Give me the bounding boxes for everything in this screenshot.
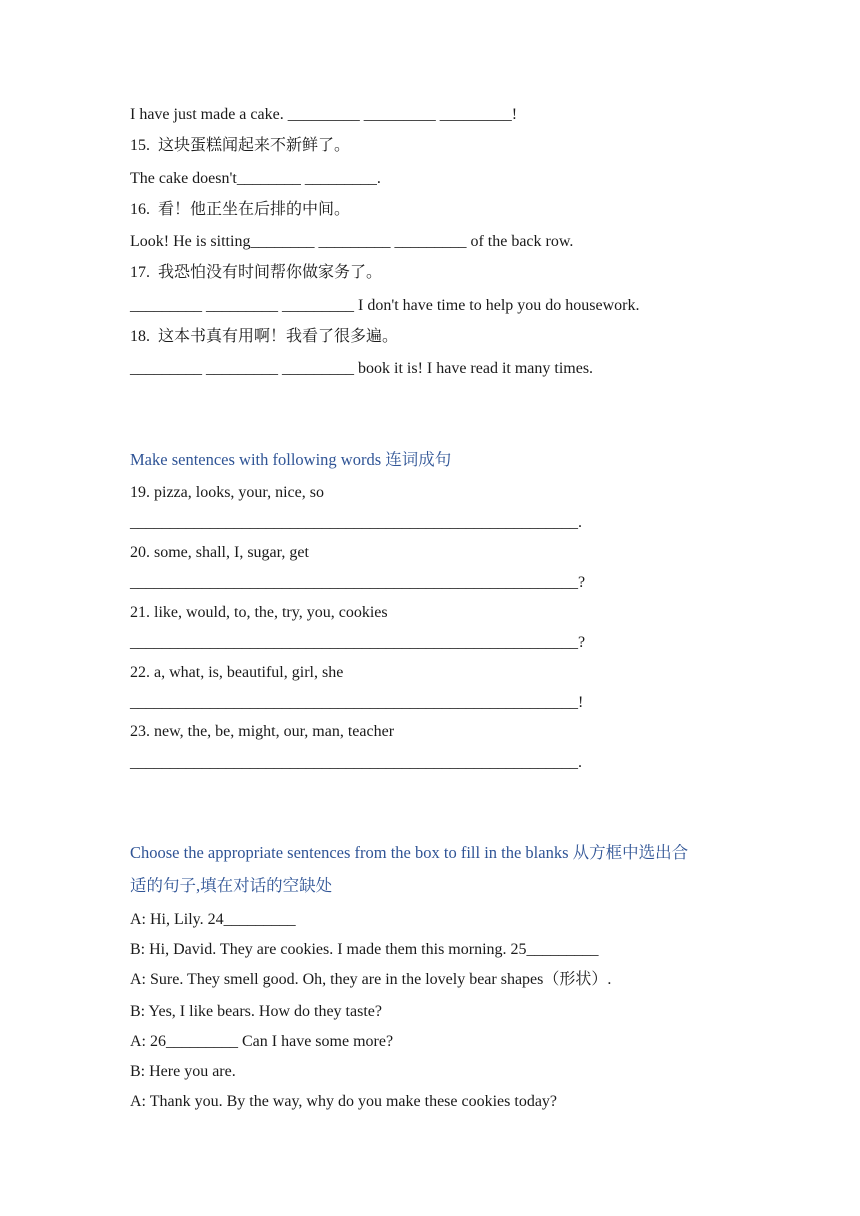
translation-17-prompt: [130, 263, 382, 283]
chinese-prompt: 这块蛋糕闻起来不新鲜了。: [158, 137, 351, 154]
chinese-prompt: 看！他正坐在后排的中间。: [158, 201, 351, 218]
chinese-prompt: 这本书真有用啊！我看了很多遍。: [158, 328, 399, 345]
sentence-19-words: 19. pizza, looks, your, nice, so: [130, 484, 324, 501]
translation-15-answer-line: The cake doesn't________ _________.: [130, 170, 381, 187]
sentence-19-answer-line: ________________________________________________________.: [130, 514, 582, 531]
sentence-23-answer-line: ________________________________________________________.: [130, 754, 582, 771]
sentence-20-words: 20. some, shall, I, sugar, get: [130, 544, 309, 561]
translation-16-prompt: [130, 200, 350, 220]
item-number: 15.: [130, 137, 150, 154]
dialogue-line: B: Hi, David. They are cookies. I made them this morning. 25_________: [130, 941, 599, 958]
dialogue-section-heading-line2: 适的句子,填在对话的空缺处: [130, 876, 333, 895]
translation-15-prompt: [130, 136, 350, 156]
sentence-21-answer-line: ________________________________________________________?: [130, 634, 586, 651]
translation-14-answer-line: I have just made a cake. _________ _________ _________!: [130, 106, 518, 123]
dialogue-line: A: Sure. They smell good. Oh, they are in the lovely bear shapes（形状）.: [130, 971, 612, 988]
chinese-prompt: 我恐怕没有时间帮你做家务了。: [158, 264, 383, 281]
sentence-22-words: 22. a, what, is, beautiful, girl, she: [130, 664, 344, 681]
sentence-23-words: 23. new, the, be, might, our, man, teacher: [130, 723, 395, 740]
translation-16-answer-line: Look! He is sitting________ _________ _________ of the back row.: [130, 233, 574, 250]
dialogue-section-heading-line1: Choose the appropriate sentences from the box to fill in the blanks 从方框中选出合: [130, 843, 689, 862]
translation-17-answer-line: _________ _________ _________ I don't have time to help you do housework.: [130, 297, 640, 314]
sentences-section-heading: Make sentences with following words 连词成句: [130, 450, 452, 469]
sentence-20-answer-line: ________________________________________________________?: [130, 574, 586, 591]
translation-18-prompt: [130, 327, 398, 347]
translation-18-answer-line: _________ _________ _________ book it is! I have read it many times.: [130, 360, 594, 377]
dialogue-line: A: Thank you. By the way, why do you make these cookies today?: [130, 1093, 558, 1110]
sentence-21-words: 21. like, would, to, the, try, you, cookies: [130, 604, 388, 621]
sentence-22-answer-line: ________________________________________________________!: [130, 694, 584, 711]
item-number: 16.: [130, 201, 150, 218]
dialogue-line: A: Hi, Lily. 24_________: [130, 911, 296, 928]
dialogue-line: B: Here you are.: [130, 1063, 236, 1080]
item-number: 17.: [130, 264, 150, 281]
dialogue-line: B: Yes, I like bears. How do they taste?: [130, 1003, 382, 1020]
dialogue-line: A: 26_________ Can I have some more?: [130, 1033, 394, 1050]
item-number: 18.: [130, 328, 150, 345]
